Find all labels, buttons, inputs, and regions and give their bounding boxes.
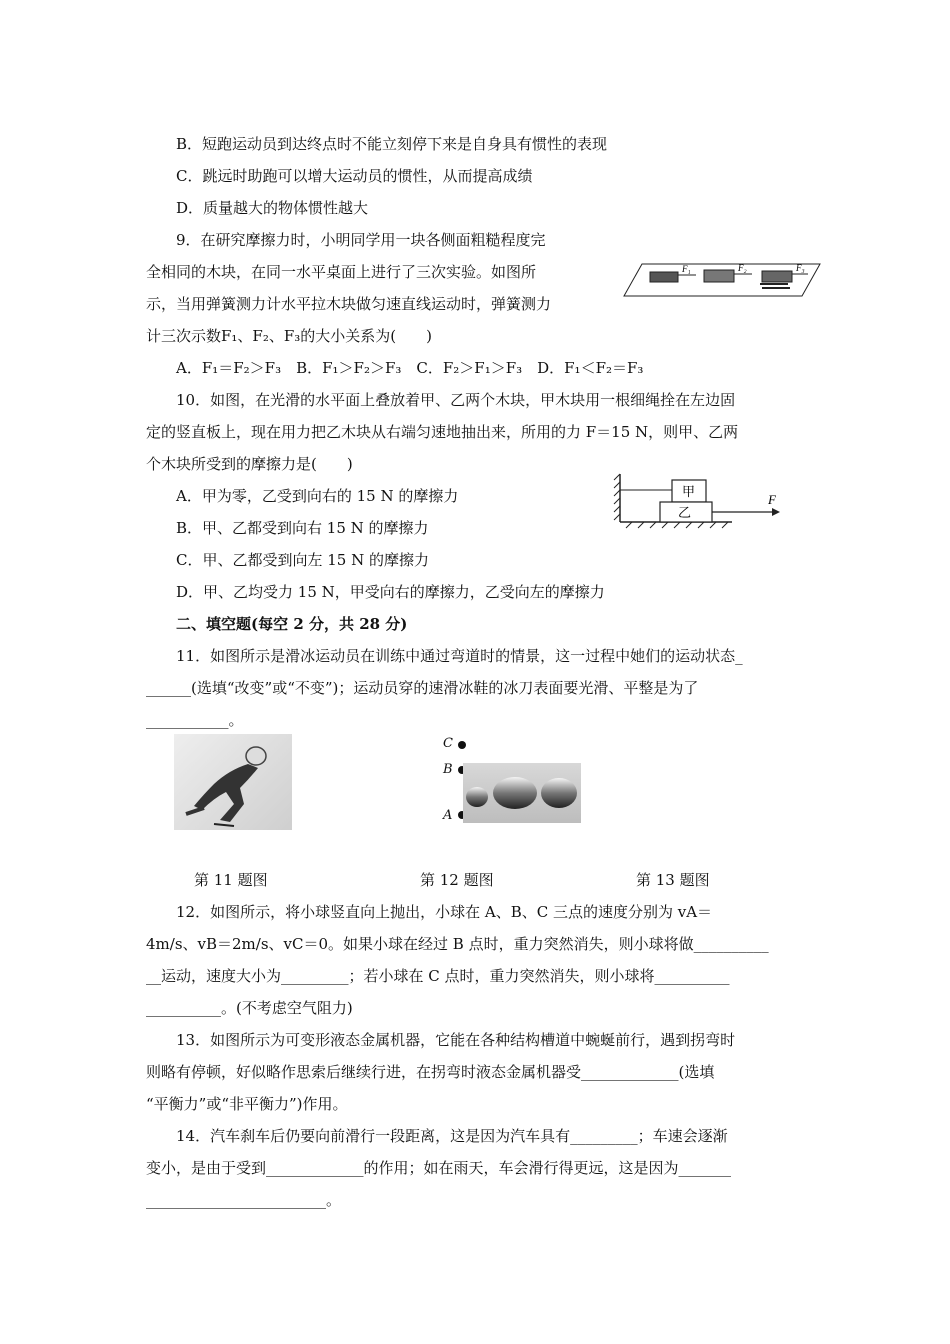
question-13-line3: “平衡力”或“非平衡力”)作用。 [146, 1095, 348, 1113]
block-yi: 乙 [678, 506, 692, 521]
question-10-line1: 10．如图，在光滑的水平面上叠放着甲、乙两个木块，甲木块用一根细绳拴在左边固 [176, 391, 736, 409]
option-8b: B．短跑运动员到达终点时不能立刻停下来是自身具有惯性的表现 [176, 135, 608, 153]
question-14-line2: 变小，是由于受到_____________的作用；如在雨天，车会滑行得更远，这是因为_______ [146, 1159, 732, 1177]
question-14-line1: 14．汽车刹车后仍要向前滑行一段距离，这是因为汽车具有_________；车速会逐渐 [176, 1127, 728, 1145]
question-13-line2: 则略有停顿，好似略作思索后继续行进，在拐弯时液态金属机器受_____________(选填 [146, 1063, 715, 1081]
f1-label: F₁ [682, 264, 691, 274]
question-12-line4: __________。(不考虑空气阻力) [146, 999, 353, 1017]
question-12-line3: __运动，速度大小为_________；若小球在 C 点时，重力突然消失，则小球将__________ [146, 967, 730, 985]
option-10c: C．甲、乙都受到向左 15 N 的摩擦力 [176, 551, 429, 569]
question-11-line3: ___________。 [146, 711, 244, 729]
caption-13: 第 13 题图 [636, 871, 710, 889]
skater-photo [174, 734, 292, 830]
question-9-line4: 计三次示数F₁、F₂、F₃的大小关系为( ) [146, 327, 432, 345]
question-11-line2: ______(选填“改变”或“不变”)；运动员穿的速滑冰鞋的冰刀表面要光滑、平整是为了 [146, 679, 699, 697]
option-8d: D．质量越大的物体惯性越大 [176, 199, 369, 217]
question-12-line2: 4m/s、vB＝2m/s、vC＝0。如果小球在经过 B 点时，重力突然消失，则小球将做__________ [146, 935, 769, 953]
point-c-label: C [443, 736, 453, 751]
point-b-label: B [443, 762, 453, 777]
options-9: A．F₁＝F₂＞F₃ B．F₁＞F₂＞F₃ C．F₂＞F₁＞F₃ D．F₁＜F₂＝F₃ [176, 359, 644, 377]
question-9-line1: 9．在研究摩擦力时，小明同学用一块各侧面粗糙程度完 [176, 231, 546, 249]
question-10-line2: 定的竖直板上，现在用力把乙木块从右端匀速地抽出来，所用的力 F＝15 N，则甲、乙两 [146, 423, 739, 441]
caption-12: 第 12 题图 [420, 871, 494, 889]
question-13-line1: 13．如图所示为可变形液态金属机器，它能在各种结构槽道中蜿蜒前行，遇到拐弯时 [176, 1031, 736, 1049]
question-9-line2: 全相同的木块，在同一水平桌面上进行了三次实验。如图所 [146, 263, 537, 281]
option-8c: C．跳远时助跑可以增大运动员的惯性，从而提高成绩 [176, 167, 533, 185]
block-jia: 甲 [682, 485, 696, 500]
question-9-line3: 示，当用弹簧测力计水平拉木块做匀速直线运动时，弹簧测力 [146, 295, 552, 313]
section-heading: 二、填空题(每空 2 分，共 28 分) [176, 615, 408, 633]
figure-9 [622, 262, 822, 300]
question-14-line3: ________________________。 [146, 1191, 342, 1209]
f2-label: F₂ [738, 263, 747, 273]
option-10d: D．甲、乙均受力 15 N，甲受向右的摩擦力，乙受向左的摩擦力 [176, 583, 605, 601]
f3-label: F₃ [796, 263, 805, 273]
point-a-label: A [443, 808, 453, 823]
point-c-dot [458, 741, 466, 749]
figure-10 [612, 470, 792, 532]
question-12-line1: 12．如图所示，将小球竖直向上抛出，小球在 A、B、C 三点的速度分别为 vA＝ [176, 903, 713, 921]
question-11-line1: 11．如图所示是滑冰运动员在训练中通过弯道时的情景，这一过程中她们的运动状态_ [176, 647, 743, 665]
question-10-line3: 个木块所受到的摩擦力是( ) [146, 455, 353, 473]
force-label: F [768, 492, 776, 507]
option-10a: A．甲为零，乙受到向右的 15 N 的摩擦力 [176, 487, 459, 505]
option-10b: B．甲、乙都受到向右 15 N 的摩擦力 [176, 519, 429, 537]
liquid-metal-photo [463, 763, 581, 823]
caption-11: 第 11 题图 [194, 871, 268, 889]
